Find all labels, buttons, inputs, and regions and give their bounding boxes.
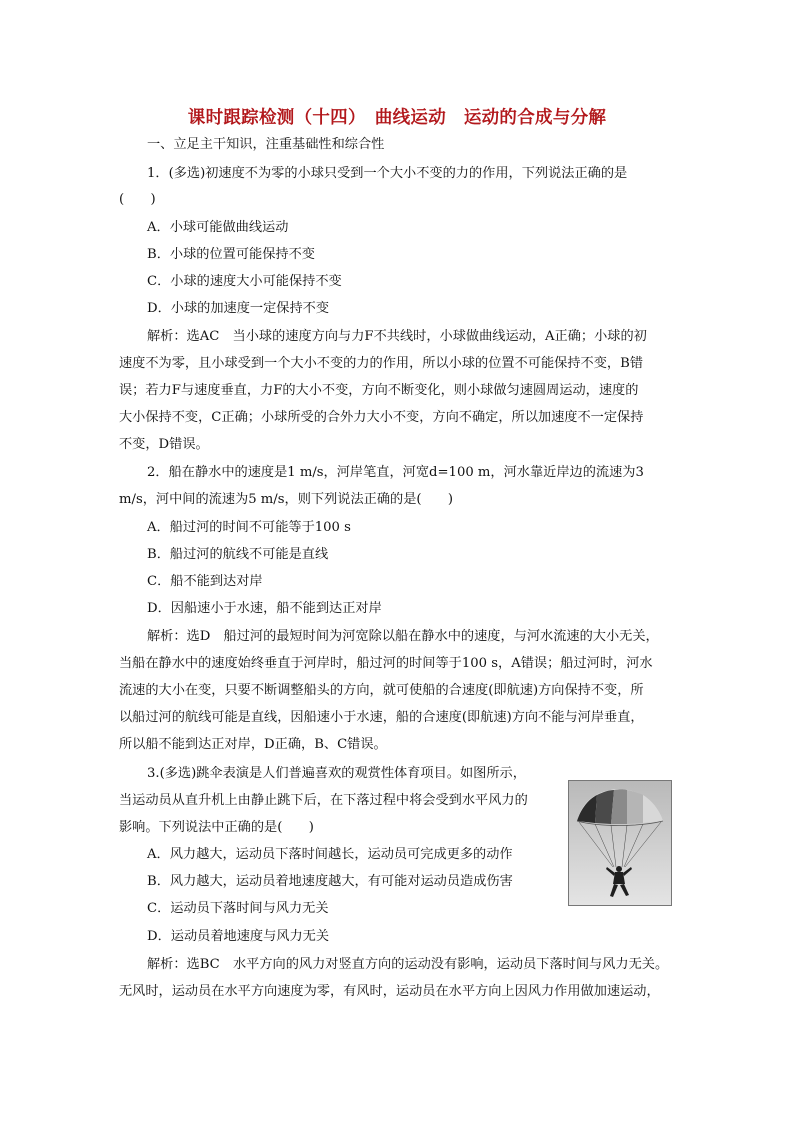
q2-answer-line2: 当船在静水中的速度始终垂直于河岸时，船过河的时间等于100 s，A错误；船过河时，河水 — [119, 656, 653, 671]
q1-option-d: D．小球的加速度一定保持不变 — [147, 301, 330, 316]
q3-stem-line2: 当运动员从直升机上由静止跳下后，在下落过程中将会受到水平风力的 — [119, 793, 528, 808]
q3-stem-line1: 3.(多选)跳伞表演是人们普遍喜欢的观赏性体育项目。如图所示， — [147, 766, 526, 781]
q2-answer-line5: 所以船不能到达正对岸，D正确，B、C错误。 — [119, 737, 387, 752]
q2-answer-line3: 流速的大小在变，只要不断调整船头的方向，就可使船的合速度(即航速)方向保持不变，所 — [119, 683, 644, 698]
q3-answer-line2: 无风时，运动员在水平方向速度为零，有风时，运动员在水平方向上因风力作用做加速运动， — [119, 984, 660, 999]
q3-answer-line1: 解析：选BC 水平方向的风力对竖直方向的运动没有影响，运动员下落时间与风力无关。 — [147, 957, 669, 972]
q1-answer-line4: 大小保持不变，C正确；小球所受的合外力大小不变，方向不确定，所以加速度不一定保持 — [119, 410, 644, 425]
q2-option-a: A．船过河的时间不可能等于100 s — [147, 520, 351, 535]
q3-option-c: C．运动员下落时间与风力无关 — [147, 901, 329, 916]
skydiver-photo — [568, 780, 672, 906]
q3-option-b: B．风力越大，运动员着地速度越大，有可能对运动员造成伤害 — [147, 874, 513, 889]
q1-option-c: C．小球的速度大小可能保持不变 — [147, 274, 342, 289]
q1-stem-line1: 1．(多选)初速度不为零的小球只受到一个大小不变的力的作用，下列说法正确的是 — [147, 166, 628, 181]
q1-answer-line2: 速度不为零，且小球受到一个大小不变的力的作用，所以小球的位置不可能保持不变，B错 — [119, 356, 643, 371]
q2-stem-line2: m/s，河中间的流速为5 m/s，则下列说法正确的是( ) — [119, 492, 454, 507]
parachute-illustration — [569, 781, 671, 905]
q1-answer-line3: 误；若力F与速度垂直，力F的大小不变，方向不断变化，则小球做匀速圆周运动，速度的 — [119, 383, 639, 398]
section-heading: 一、立足主干知识，注重基础性和综合性 — [147, 137, 385, 152]
q3-stem-line3: 影响。下列说法中正确的是( ) — [119, 820, 314, 835]
q3-option-a: A．风力越大，运动员下落时间越长，运动员可完成更多的动作 — [147, 847, 513, 862]
q1-stem-line2: ( ) — [119, 192, 156, 207]
q1-option-b: B．小球的位置可能保持不变 — [147, 247, 315, 262]
q1-answer-line5: 不变，D错误。 — [119, 437, 209, 452]
q3-option-d: D．运动员着地速度与风力无关 — [147, 929, 330, 944]
q2-option-d: D．因船速小于水速，船不能到达正对岸 — [147, 601, 382, 616]
q2-option-b: B．船过河的航线不可能是直线 — [147, 547, 329, 562]
q1-answer-line1: 解析：选AC 当小球的速度方向与力F不共线时，小球做曲线运动，A正确；小球的初 — [147, 329, 647, 344]
q2-stem-line1: 2．船在静水中的速度是1 m/s，河岸笔直，河宽d=100 m，河水靠近岸边的流速为3 — [147, 465, 644, 480]
q1-option-a: A．小球可能做曲线运动 — [147, 220, 289, 235]
q2-answer-line1: 解析：选D 船过河的最短时间为河宽除以船在静水中的速度，与河水流速的大小无关， — [147, 629, 659, 644]
q2-option-c: C．船不能到达对岸 — [147, 574, 263, 589]
page-title: 课时跟踪检测（十四） 曲线运动 运动的合成与分解 — [187, 108, 607, 128]
q2-answer-line4: 以船过河的航线可能是直线，因船速小于水速，船的合速度(即航速)方向不能与河岸垂直， — [119, 710, 644, 725]
